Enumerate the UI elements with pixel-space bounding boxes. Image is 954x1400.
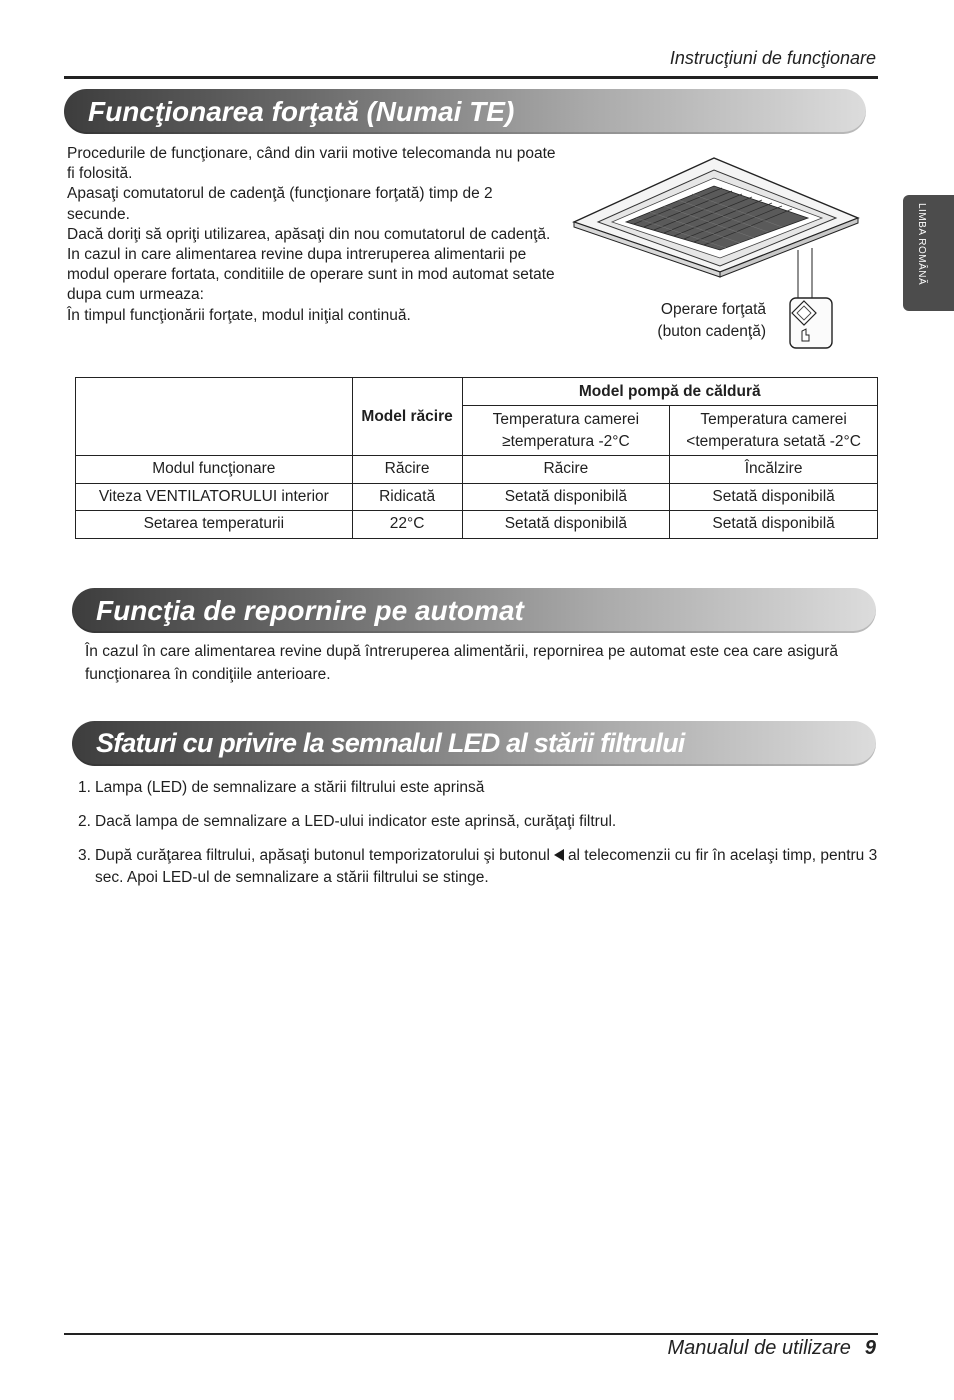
intro-paragraph: În timpul funcţionării forţate, modul iniţial continuă. — [67, 306, 411, 324]
running-footer — [667, 1337, 876, 1360]
table-cell: Setarea temperaturii — [76, 511, 353, 539]
forced-operation-table — [75, 377, 878, 539]
bottom-rule — [64, 1333, 878, 1335]
list-item — [78, 811, 878, 833]
section-forced-operation-title: Funcţionarea forţată (Numai TE) — [88, 96, 515, 127]
list-item-text: al telecomenzii cu fir în acelaşi timp, pentru 3 sec. Apoi LED-ul de semnalizare a stării filtrului se stinge. — [95, 847, 878, 886]
intro-paragraph: Procedurile de funcţionare, când din varii motive telecomanda nu poate fi folosită. — [67, 145, 556, 183]
table-corner-cell — [76, 378, 353, 456]
table-cell: Setată disponibilă — [462, 483, 670, 511]
forced-operation-intro — [67, 144, 557, 326]
intro-paragraph: Dacă doriţi să opriţi utilizarea, apăsaţi din nou comutatorul de cadenţă. — [67, 225, 551, 243]
list-item-text: După curăţarea filtrului, apăsaţi butonul temporizatorului şi butonul — [95, 847, 550, 864]
list-item-number: 1. — [78, 779, 91, 796]
list-item — [78, 777, 878, 799]
figure-caption-line: (buton cadenţă) — [657, 323, 766, 340]
table-subheader: Temperatura camerei ≥temperatura -2°C — [462, 406, 670, 456]
section-filter-led-header — [72, 721, 876, 766]
section-auto-restart-title: Funcţia de repornire pe automat — [96, 595, 524, 626]
table-row — [76, 511, 878, 539]
table-header-heatpump: Model pompă de căldură — [462, 378, 877, 406]
list-item-text: Lampa (LED) de semnalizare a stării filtrului este aprinsă — [95, 779, 485, 796]
table-cell: Setată disponibilă — [670, 511, 878, 539]
page-number: 9 — [864, 1337, 876, 1359]
table-cell: Răcire — [462, 456, 670, 484]
language-tab-label: LIMBA ROMÂNĂ — [916, 203, 927, 286]
list-item — [78, 845, 878, 889]
footer-title: Manualul de utilizare — [667, 1337, 851, 1359]
table-cell: Ridicată — [352, 483, 462, 511]
intro-paragraph: In cazul in care alimentarea revine dupa intreruperea alimentarii pe modul operare fortata, conditiile de operare sunt in mod automat setate dupa cum urmeaza: — [67, 246, 555, 304]
table-cell: 22°C — [352, 511, 462, 539]
table-cell: Modul funcţionare — [76, 456, 353, 484]
figure-caption — [640, 299, 766, 343]
filter-led-steps — [78, 777, 878, 901]
list-item-text: Dacă lampa de semnalizare a LED-ului indicator este aprinsă, curăţaţi filtrul. — [95, 813, 617, 830]
table-cell: Încălzire — [670, 456, 878, 484]
table-cell: Viteza VENTILATORULUI interior — [76, 483, 353, 511]
table-cell: Răcire — [352, 456, 462, 484]
language-tab — [903, 195, 954, 311]
table-subheader: Temperatura camerei <temperatura setată -2°C — [670, 406, 878, 456]
top-rule — [64, 76, 878, 79]
list-item-number: 2. — [78, 813, 91, 830]
auto-restart-paragraph: În cazul în care alimentarea revine după întreruperea alimentării, repornirea pe automat este cea care asigură funcţionarea în condiţiile anterioare. — [85, 643, 839, 683]
intro-paragraph: Apasaţi comutatorul de cadenţă (funcţionare forţată) timp de 2 secunde. — [67, 185, 493, 223]
list-item-number: 3. — [78, 847, 91, 864]
section-forced-operation-header — [64, 89, 866, 134]
section-filter-led-title: Sfaturi cu privire la semnalul LED al stării filtrului — [96, 728, 685, 758]
section-auto-restart-header — [72, 588, 876, 633]
running-header: Instrucţiuni de funcţionare — [669, 48, 876, 68]
table-row — [76, 483, 878, 511]
table-header-cooling: Model răcire — [352, 378, 462, 456]
figure-caption-line: Operare forţată — [660, 301, 766, 318]
table-cell: Setată disponibilă — [670, 483, 878, 511]
left-arrow-icon — [554, 849, 564, 861]
table-cell: Setată disponibilă — [462, 511, 670, 539]
table-row — [76, 456, 878, 484]
